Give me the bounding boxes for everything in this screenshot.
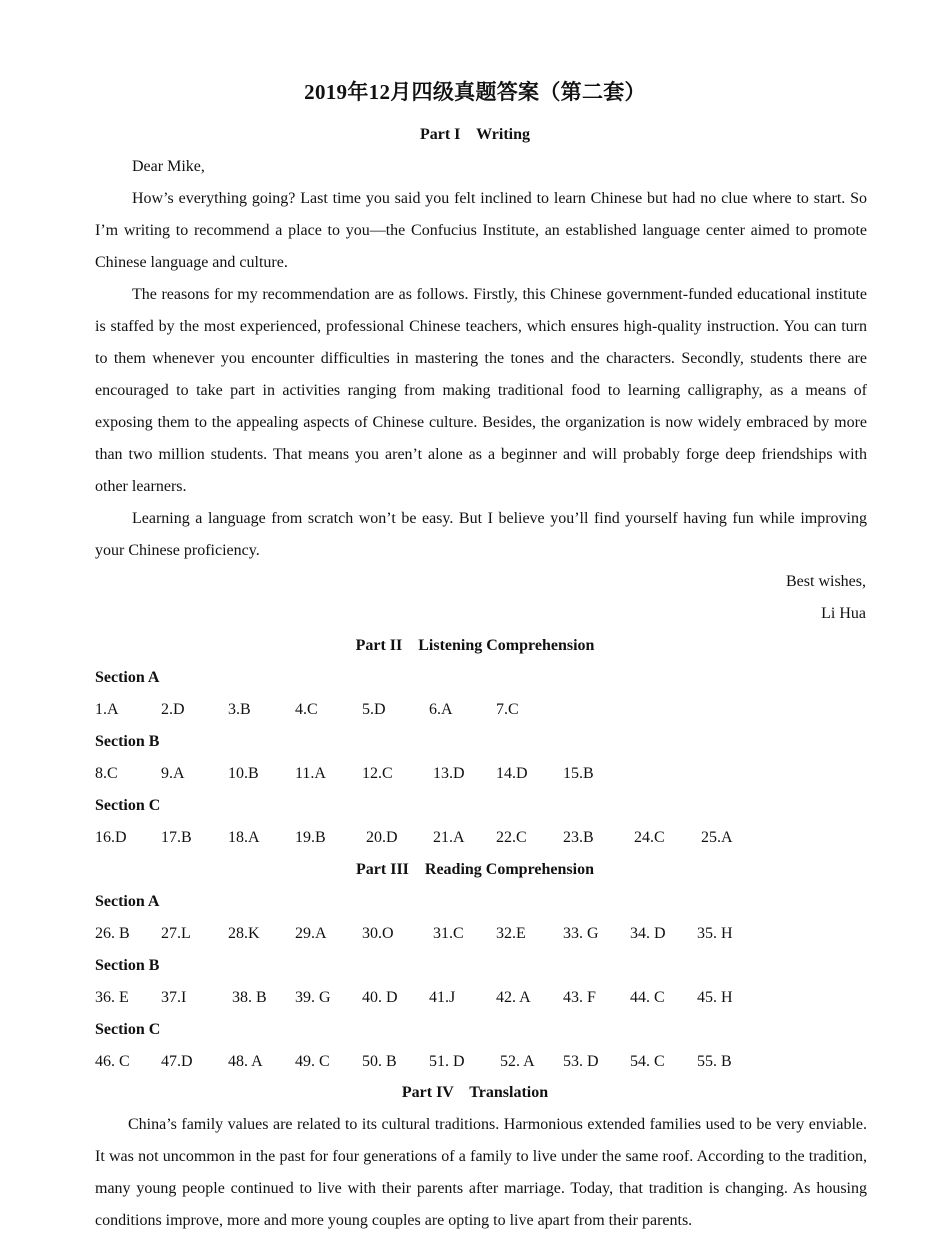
answer-item: 44. C [630,989,665,1006]
answer-item: 17.B [161,829,192,846]
answer-item: 12.C [362,765,393,782]
letter-signature: Li Hua [821,605,866,622]
answer-item: 29.A [295,925,327,942]
answer-item: 41.J [429,989,456,1006]
answer-item: 51. D [429,1053,465,1070]
answer-item: 10.B [228,765,259,782]
answer-item: 48. A [228,1053,263,1070]
answer-item: 53. D [563,1053,599,1070]
answer-item: 2.D [161,701,185,718]
part2-section-a-label: Section A [95,669,160,686]
answer-item: 50. B [362,1053,397,1070]
part1-heading: Part I Writing [419,126,531,143]
answer-item: 18.A [228,829,260,846]
answer-item: 35. H [697,925,733,942]
part3-heading: Part III Reading Comprehension [356,861,594,878]
letter-paragraph-2: The reasons for my recommendation are as follows. Firstly, this Chinese government-funded educational institute is staffed by the most experienced, professional Chinese teachers, which ensures high-quality instruction. You can turn to them whenever you encounter difficulties in mastering the tones and the characters. Secondly, students there are encouraged to take part in activities ranging from making traditional food to learning calligraphy, as a means of exposing them to the appealing aspects of Chinese culture. Besides, the organization is now widely embraced by more than two million students. That means you aren’t alone as a beginner and will probably forge deep friendships with other learners. [95,286,867,495]
answer-item: 20.D [366,829,398,846]
answer-item: 19.B [295,829,326,846]
answer-item: 14.D [496,765,528,782]
answer-item: 16.D [95,829,127,846]
answer-item: 8.C [95,765,118,782]
part2-section-b-label: Section B [95,733,160,750]
answer-item: 27.L [161,925,191,942]
answer-item: 4.C [295,701,318,718]
answer-item: 1.A [95,701,119,718]
answer-item: 47.D [161,1053,193,1070]
answer-item: 11.A [295,765,326,782]
answer-item: 38. B [232,989,267,1006]
answer-item: 30.O [362,925,394,942]
answer-item: 13.D [433,765,465,782]
answer-item: 31.C [433,925,464,942]
answer-item: 43. F [563,989,596,1006]
answer-item: 33. G [563,925,599,942]
answer-item: 49. C [295,1053,330,1070]
answer-item: 15.B [563,765,594,782]
answer-item: 25.A [701,829,733,846]
letter-closing: Best wishes, [786,573,866,590]
answer-item: 34. D [630,925,666,942]
answer-item: 23.B [563,829,594,846]
answer-item: 7.C [496,701,519,718]
answer-item: 42. A [496,989,531,1006]
letter-salutation: Dear Mike, [132,158,205,175]
part2-section-c-label: Section C [95,797,161,814]
answer-item: 37.I [161,989,187,1006]
answer-item: 52. A [500,1053,535,1070]
answer-item: 9.A [161,765,185,782]
answer-item: 54. C [630,1053,665,1070]
answer-item: 36. E [95,989,129,1006]
part4-heading: Part IV Translation [401,1084,549,1101]
answer-item: 46. C [95,1053,130,1070]
answer-item: 55. B [697,1053,732,1070]
answer-item: 40. D [362,989,398,1006]
answer-item: 28.K [228,925,260,942]
answer-item: 3.B [228,701,251,718]
answer-item: 39. G [295,989,331,1006]
part3-section-a-label: Section A [95,893,160,910]
part3-section-c-label: Section C [95,1021,161,1038]
part3-section-b-label: Section B [95,957,160,974]
answer-item: 6.A [429,701,453,718]
answer-item: 32.E [496,925,526,942]
letter-paragraph-3: Learning a language from scratch won’t be easy. But I believe you’ll find yourself having fun while improving your Chinese proficiency. [95,510,867,559]
part2-heading: Part II Listening Comprehension [355,637,595,654]
answer-item: 26. B [95,925,130,942]
letter-paragraph-1: How’s everything going? Last time you said you felt inclined to learn Chinese but had no clue where to start. So I’m writing to recommend a place to you—the Confucius Institute, an established language center aimed to promote Chinese language and culture. [95,190,867,271]
answer-item: 24.C [634,829,665,846]
answer-item: 5.D [362,701,386,718]
answer-item: 45. H [697,989,733,1006]
document-title: 2019年12月四级真题答案（第二套） [304,80,646,104]
answer-item: 22.C [496,829,527,846]
translation-paragraph: China’s family values are related to its cultural traditions. Harmonious extended families used to be very enviable. It was not uncommon in the past for four generations of a family to live under the same roof. According to the tradition, many young people continued to live with their parents after marriage. Today, that tradition is changing. As housing conditions improve, more and more young couples are opting to live apart from their parents. [95,1116,867,1229]
answer-item: 21.A [433,829,465,846]
